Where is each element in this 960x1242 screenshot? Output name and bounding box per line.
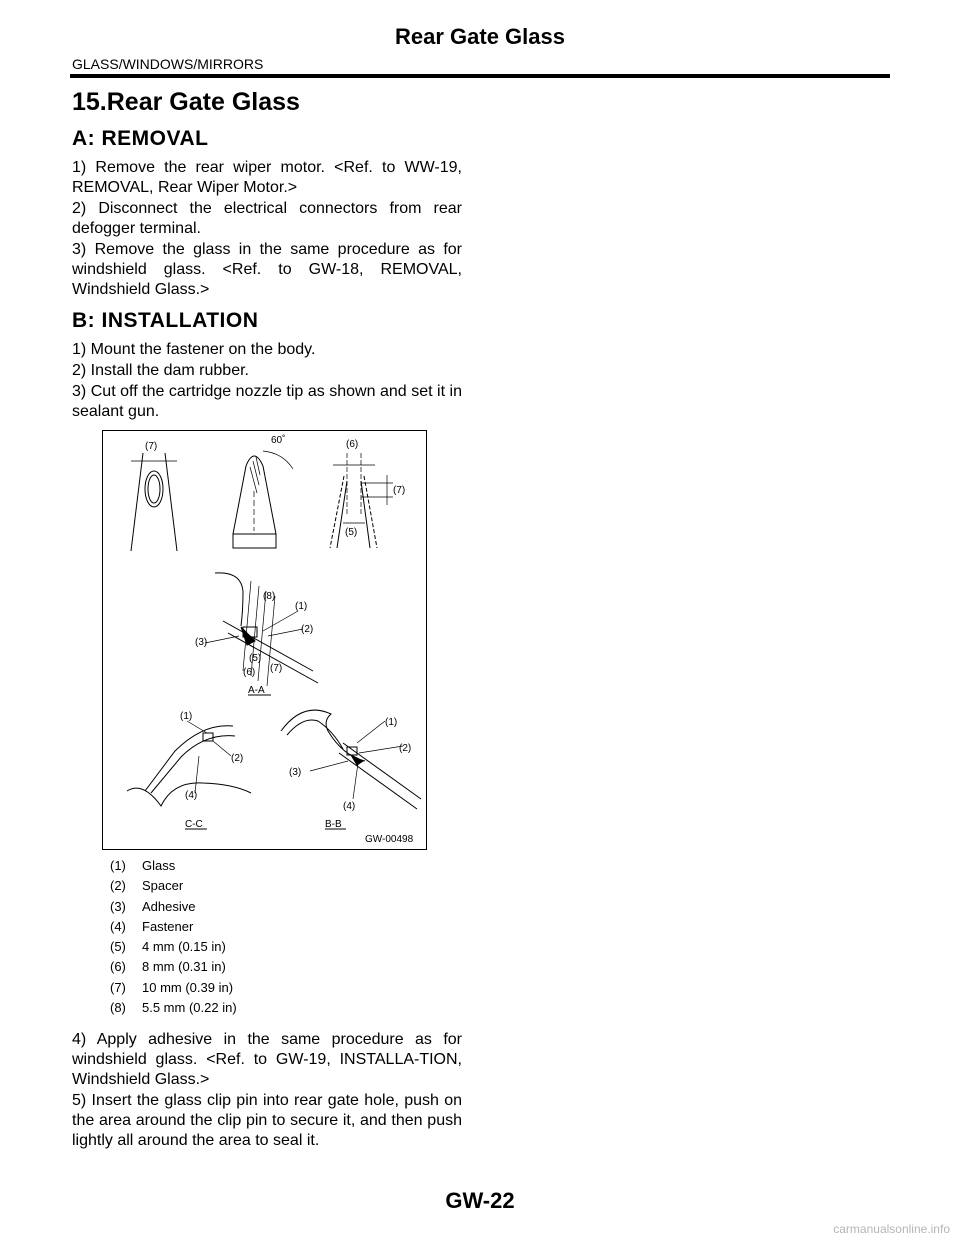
callout-1-cc: (1) bbox=[180, 711, 193, 722]
callout-6-aa: (6) bbox=[243, 667, 256, 678]
legend-item bbox=[110, 998, 462, 1018]
legend-text: Spacer bbox=[142, 878, 184, 894]
legend-item bbox=[110, 957, 462, 977]
callout-2-aa: (2) bbox=[301, 624, 314, 635]
legend-num: (2) bbox=[110, 878, 126, 894]
callout-4-bb: (4) bbox=[343, 801, 356, 812]
legend-item bbox=[110, 856, 462, 876]
legend-text: 10 mm (0.39 in) bbox=[142, 979, 234, 995]
legend-text: 5.5 mm (0.22 in) bbox=[142, 1000, 237, 1016]
angle-label: 60˚ bbox=[271, 435, 286, 446]
callout-1-aa: (1) bbox=[295, 601, 308, 612]
figure-legend bbox=[110, 856, 462, 1018]
nozzle-figure bbox=[102, 430, 427, 850]
callout-6-tr: (6) bbox=[346, 439, 359, 450]
callout-2-bb: (2) bbox=[399, 743, 412, 754]
callout-1-bb: (1) bbox=[385, 717, 398, 728]
legend-num: (8) bbox=[110, 1000, 126, 1016]
page-number: GW-22 bbox=[445, 1188, 515, 1213]
callout-4-cc: (4) bbox=[185, 790, 198, 801]
legend-text: 8 mm (0.31 in) bbox=[142, 959, 226, 975]
legend-text: Fastener bbox=[142, 918, 194, 934]
legend-num: (6) bbox=[110, 959, 126, 975]
removal-step: 2) Disconnect the electrical connectors from rear defogger terminal. bbox=[72, 200, 462, 237]
callout-5-tr: (5) bbox=[345, 527, 358, 538]
legend-text: Adhesive bbox=[142, 898, 196, 914]
legend-text: Glass bbox=[142, 858, 176, 873]
nozzle-diagram bbox=[103, 431, 426, 849]
callout-8-aa: (8) bbox=[263, 591, 276, 602]
removal-heading: A: REMOVAL bbox=[72, 127, 209, 150]
watermark: carmanualsonline.info bbox=[833, 1222, 950, 1236]
callout-7-tr: (7) bbox=[393, 485, 406, 496]
page-title: Rear Gate Glass bbox=[395, 24, 565, 49]
legend-item bbox=[110, 876, 462, 896]
installation-step: 3) Cut off the cartridge nozzle tip as shown and set it in sealant gun. bbox=[72, 383, 462, 420]
installation-step: 4) Apply adhesive in the same procedure as for windshield glass. <Ref. to GW-19, INSTALLA-TION, Windshield Glass.> bbox=[72, 1031, 462, 1089]
legend-item bbox=[110, 917, 462, 937]
header-rule bbox=[70, 74, 890, 78]
callout-7-aa: (7) bbox=[270, 663, 283, 674]
legend-item bbox=[110, 897, 462, 917]
removal-step: 1) Remove the rear wiper motor. <Ref. to WW-19, REMOVAL, Rear Wiper Motor.> bbox=[72, 159, 462, 196]
section-bb-label: B-B bbox=[325, 819, 342, 830]
legend-num: (5) bbox=[110, 939, 126, 955]
main-content bbox=[72, 86, 462, 1152]
section-aa-label: A-A bbox=[248, 685, 265, 696]
legend-num: (3) bbox=[110, 898, 126, 914]
section-label: GLASS/WINDOWS/MIRRORS bbox=[72, 56, 264, 72]
callout-3-aa: (3) bbox=[195, 637, 208, 648]
callout-5-aa: (5) bbox=[249, 653, 262, 664]
chapter-title: 15.Rear Gate Glass bbox=[72, 88, 300, 116]
legend-num: (1) bbox=[110, 858, 126, 873]
legend-num: (4) bbox=[110, 918, 126, 934]
installation-heading: B: INSTALLATION bbox=[72, 309, 259, 332]
installation-step: 5) Insert the glass clip pin into rear gate hole, push on the area around the clip pin to secure it, and then push lightly all around the area to seal it. bbox=[72, 1092, 462, 1150]
installation-step: 2) Install the dam rubber. bbox=[72, 362, 249, 379]
figure-id: GW-00498 bbox=[365, 834, 414, 845]
callout-7-tl: (7) bbox=[145, 441, 158, 452]
legend-item bbox=[110, 978, 462, 998]
installation-step: 1) Mount the fastener on the body. bbox=[72, 341, 316, 358]
legend-text: 4 mm (0.15 in) bbox=[142, 939, 226, 955]
removal-step: 3) Remove the glass in the same procedure as for windshield glass. <Ref. to GW-18, REMOVAL, Windshield Glass.> bbox=[72, 241, 462, 298]
section-cc-label: C-C bbox=[185, 819, 203, 830]
legend-item bbox=[110, 937, 462, 957]
legend-num: (7) bbox=[110, 979, 126, 995]
callout-3-bb: (3) bbox=[289, 767, 302, 778]
callout-2-cc: (2) bbox=[231, 753, 244, 764]
